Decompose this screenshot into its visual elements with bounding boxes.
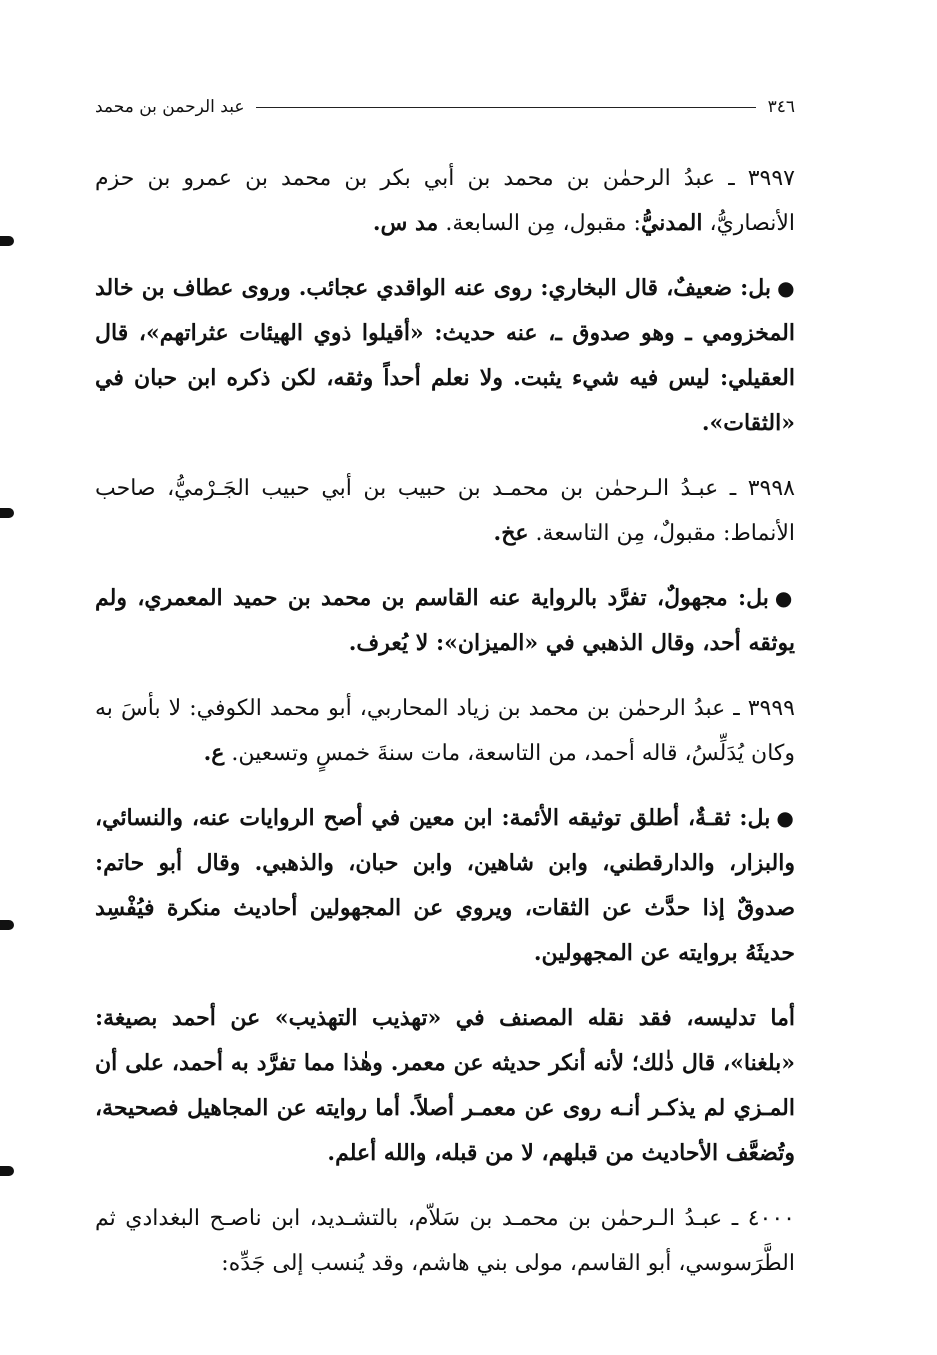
bullet-icon: ● [777,276,795,300]
header-rule [256,107,755,108]
margin-mark [0,1166,14,1176]
biography-entry: ٤٠٠٠ ـ عبـدُ الـرحمٰن بن محمـد بن سَلاّم، بالتشـديد، ابن ناصـح البغدادي ثم الطَّرَسوسي، أبو القاسم، مولى بني هاشم، وقد يُنسب إلى جَدِّه: [95,1206,795,1276]
commentary-paragraph: ●بل: مجهولٌ، تفرَّد بالرواية عنه القاسم بن محمد بن حميد المعمري، ولم يوثقه أحد، وقال الذهبي في «الميزان»: لا يُعرف. [95,585,795,656]
biography-entry: ٣٩٩٩ ـ عبدُ الرحمٰن بن محمد بن زياد المحاربي، أبو محمد الكوفي: لا بأسَ به وكان يُدَلِّسُ، قاله أحمد، من التاسعة، مات سنةَ خمسٍ وتسعين. ع. [95,696,795,766]
bullet-icon: ● [776,806,796,830]
commentary-paragraph: أما تدليسه، فقد نقله المصنف في «تهذيب التهذيب» عن أحمد بصيغة: «بلغنا»، قال ذٰلك؛ لأنه أنكر حديثه عن معمر. وهٰذا مما تفرَّد به أحمد، على أن المـزي لم يذكـر أنـه روى عن معمـر أصلاً. أما روايته عن المجاهيل فصحيحة، وتُضعَّف الأحاديث من قبلهم، لا من قبله، والله أعلم. [95,1005,795,1166]
running-header [95,94,795,120]
biography-entry: ٣٩٩٧ ـ عبدُ الرحمٰن بن محمد بن أبي بكر بن محمد بن عمرو بن حزم الأنصاريُّ، المدنيُّ: مقبول، مِن السابعة. مد س. [95,166,795,236]
margin-mark [0,920,14,930]
commentary-paragraph: ●بل: ثقـةٌ، أطلق توثيقه الأئمة: ابن معين في أصح الروايات عنه، والنسائي، والبزار، والدارقطني، وابن شاهين، وابن حبان، والذهبي. وقال أبو حاتم: صدوقٌ إذا حدَّث عن الثقات، ويروي عن المجهولين أحاديث منكرة فيُفْسِد حديثَهُ بروايته عن المجهولين. [95,805,796,966]
bullet-icon: ● [774,586,795,610]
margin-mark [0,236,14,246]
page [95,94,795,1286]
commentary-paragraph: ●بل: ضعيفٌ، قال البخاري: روى عنه الواقدي عجائب. وروى عطاف بن خالد المخزومي ـ وهو صدوق ـ، عنه حديث: «أقيلوا ذوي الهيئات عثراتهم»، قال العقيلي: ليس فيه شيء يثبت. ولا نعلم أحداً وثقه، لكن ذكره ابن حبان في «الثقات». [95,275,795,436]
biography-entry: ٣٩٩٨ ـ عبـدُ الـرحمٰن بن محمـد بن حبيب بن أبي حبيب الجَـرْميُّ، صاحب الأنماط: مقبولٌ، مِن التاسعة. عخ. [95,476,795,546]
page-number: ٣٤٦ [767,97,795,117]
running-title: عبد الرحمن بن محمد [95,97,245,117]
margin-mark [0,508,14,518]
